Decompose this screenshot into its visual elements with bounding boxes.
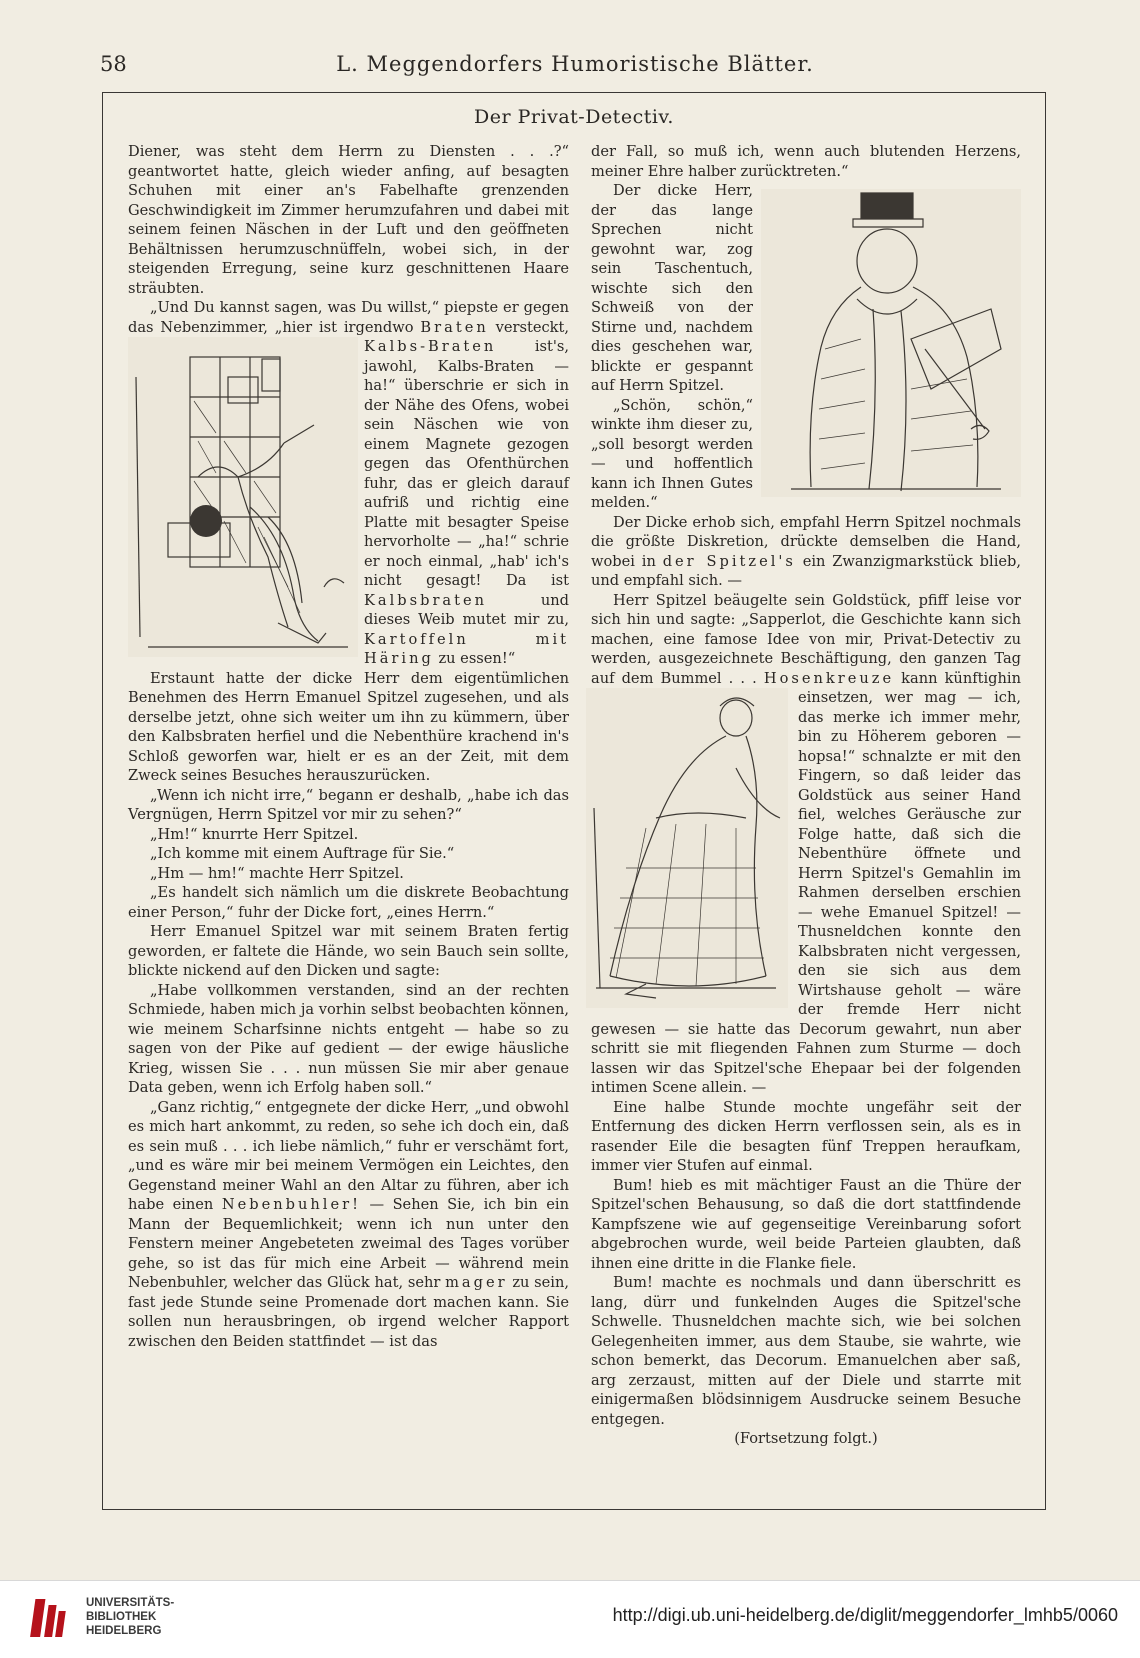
- paragraph: Bum! hieb es mit mächtiger Faust an die Thüre der Spitzel'schen Behausung, so daß die dort stattfindende Kampfszene wie auf gegenseitige Vereinbarung sofort abgebrochen wurde, weil beide Parteien glaubten, daß ihnen eine dritte in die Flanke fiele.: [591, 1176, 1021, 1272]
- paragraph: „Ganz richtig,“ entgegnete der dicke Herr, „und obwohl es mich hart ankommt, zu reden, so sehe ich doch ein, daß es sein muß . . . ich liebe nämlich,“ fuhr er verschämt fort, „und es wäre mir bei meinem Vermögen ein Leichtes, den Gegenstand meiner Wahl an den Altar zu führen, aber ich habe einen Nebenbuhler! — Sehen Sie, ich bin ein Mann der Bequemlichkeit; wenn ich nun unter den Fenstern meiner Angebeteten zweimal des Tages vorüber gehe, so ist das für mich eine Arbeit — während mein Nebenbuhler, welcher das Glück hat, sehr mager zu sein, fast jede Stunde seine Promenade dort machen kann. Sie sollen nun herausbringen, ob irgend welcher Rapport zwischen den Beiden stattfindet — ist das: [128, 1098, 569, 1350]
- article-frame: [102, 92, 1046, 1510]
- left-column: [128, 142, 569, 1351]
- paragraph: Der Dicke erhob sich, empfahl Herrn Spitzel nochmals die größte Diskretion, drückte demselben die Hand, wobei in der Spitzel's ein Zwanzigmarkstück blieb, und empfahl sich. —: [591, 513, 1021, 589]
- paragraph: „Hm — hm!“ machte Herr Spitzel.: [150, 864, 404, 882]
- paragraph: Der dicke Herr, der das lange Sprechen nicht gewohnt war, zog sein Taschentuch, wischte sich den Schweiß von der Stirne und, nachdem dies geschehen war, blickte er gespannt auf Herrn Spitzel.: [591, 182, 753, 394]
- paragraph-goldstueck: Herr Spitzel beäugelte sein Goldstück, pfiff leise vor sich hin und sagte: „Sapperlot, die Geschichte kann sich machen, eine famose Idee von mir, Privat-Detectiv zu werden, ausgezeichnete Beschäftigung, den ganzen Tag auf dem Bummel . . . Hosenkreuze kann künftighin einsetzen, wer mag — ich, das merke ich immer mehr, bin zu Höherem geboren — hopsa!“ schnalzte er mit den Fingern, so daß leider das Goldstück aus seiner Hand fiel, welches Geräusche zur Folge hatte, daß sich die Nebenthüre öffnete und Herrn Spitzel's Gemahlin im Rahmen derselben erschien — wehe Emanuel Spitzel! — Thusneldchen konnte den Kalbsbraten nicht vergessen, den sie sich aus dem Wirtshause geholt — wäre der fremde Herr nicht gewesen — sie hatte das Decorum gewahrt, nun aber schritt sie mit fliegenden Fahnen zum Sturme — doch lassen wir das Spitzel'sche Ehepaar bei der folgenden intimen Scene allein. —: [591, 591, 1021, 1098]
- paragraph: Bum! machte es nochmals und dann überschritt es lang, dürr und funkelnden Auges die Spitzel'sche Schwelle. Thusneldchen machte sich, wie bei solchen Gelegenheiten immer, aus dem Staube, sie wahrte, wie schon bemerkt, das Decorum. Emanuelchen aber saß, arg zerzaust, mitten auf der Diele und starrte mit einigermaßen blödsinnigem Ausdrucke seinem Besuche entgegen.: [591, 1274, 1021, 1428]
- paragraph: der Fall, so muß ich, wenn auch blutenden Herzens, meiner Ehre halber zurücktreten.“: [591, 143, 1021, 180]
- paragraph: „Ich komme mit einem Auftrage für Sie.“: [150, 845, 455, 862]
- paragraph: Herr Emanuel Spitzel war mit seinem Braten fertig geworden, er faltete die Hände, wo sein Bauch sein sollte, blickte nickend auf den Dicken und sagte:: [128, 923, 569, 979]
- page-number: 58: [100, 52, 127, 76]
- continuation-note: (Fortsetzung folgt.): [734, 1430, 878, 1447]
- viewer-footer: [0, 1580, 1140, 1658]
- illustration-thusneldchen: [586, 688, 788, 1008]
- fat-gentleman-drawing: [761, 189, 1021, 497]
- paragraph: „Es handelt sich nämlich um die diskrete Beobachtung einer Person,“ fuhr der Dicke fort, „eines Herrn.“: [128, 884, 569, 921]
- paragraph: Eine halbe Stunde mochte ungefähr seit der Entfernung des dicken Herrn verflossen sein, als es in rasender Eile die besagten fünf Treppen heraufkam, immer vier Stufen auf einmal.: [591, 1098, 1021, 1174]
- journal-title: L. Meggendorfers Humoristische Blätter.: [336, 52, 814, 76]
- library-line: BIBLIOTHEK: [86, 1611, 157, 1623]
- illustration-fat-gentleman: [761, 189, 1021, 497]
- paragraph: Diener, was steht dem Herrn zu Diensten . . .?“ geantwortet hatte, gleich wieder anfing, auf besagten Schuhen mit einer an's Fabelhafte grenzenden Geschwindigkeit im Zimmer herumzufahren und dabei mit seinem feinen Näschen in der Luft und den geöffneten Behältnissen herumzuschnüffeln, wobei sich, in der steigenden Erregung, seine kurz geschnittenen Haare sträubten.: [128, 143, 569, 297]
- paragraph: „Habe vollkommen verstanden, sind an der rechten Schmiede, haben mich ja vorhin selbst beobachten können, wie meinem Scharfsinne nichts entgeht — habe so zu sagen von der Pike auf gedient — der ewige häusliche Krieg, wissen Sie . . . nun müssen Sie mir aber genaue Data geben, wenn ich Erfolg haben soll.“: [128, 981, 569, 1096]
- article-title: Der Privat-Detectiv.: [474, 106, 674, 128]
- running-head: [100, 52, 1050, 80]
- paragraph: Erstaunt hatte der dicke Herr dem eigentümlichen Benehmen des Herrn Emanuel Spitzel zugesehen, und als derselbe jetzt, ohne sich weiter um ihn zu kümmern, über den Kalbsbraten herfiel und die Nebenthüre krachend in's Schloß geworfen war, hielt er es an der Zeit, mit dem Zweck seines Besuches herauszurücken.: [128, 669, 569, 784]
- university-library-logo-icon[interactable]: [30, 1595, 76, 1641]
- paragraph: „Wenn ich nicht irre,“ begann er deshalb, „habe ich das Vergnügen, Herrn Spitzel vor mir zu sehen?“: [128, 786, 569, 823]
- paragraph: „Schön, schön,“ winkte ihm dieser zu, „soll besorgt werden — und hoffentlich kann ich Ihnen Gutes melden.“: [591, 396, 753, 511]
- paragraph: „Hm!“ knurrte Herr Spitzel.: [150, 825, 359, 843]
- library-line: HEIDELBERG: [86, 1625, 162, 1637]
- library-line: UNIVERSITÄTS-: [86, 1597, 175, 1609]
- man-at-oven-drawing: [128, 337, 358, 657]
- illustration-man-at-oven: [128, 337, 358, 657]
- right-column: [591, 142, 1021, 1449]
- library-name[interactable]: [86, 1596, 226, 1638]
- permalink-url[interactable]: http://digi.ub.uni-heidelberg.de/diglit/meggendorfer_lmhb5/0060: [612, 1605, 1118, 1625]
- paragraph-kalbsbraten: „Und Du kannst sagen, was Du willst,“ piepste er gegen das Nebenzimmer, „hier ist irgendwo Braten versteckt, Kalbs-Braten ist's, jawohl, Kalbs-Braten — ha!“ überschrie er sich in der Nähe des Ofens, wobei sein Näschen wie von einem Magnete gezogen gegen das Ofenthürchen fuhr, das er gleich darauf aufriß und richtig eine Platte mit besagter Speise hervorholte — „ha!“ schrie er noch einmal, „hab' ich's nicht gesagt! Da ist Kalbsbraten und dieses Weib mutet mir zu, Kartoffeln mit Häring zu essen!“: [128, 299, 570, 667]
- thusneldchen-drawing: [586, 688, 788, 1008]
